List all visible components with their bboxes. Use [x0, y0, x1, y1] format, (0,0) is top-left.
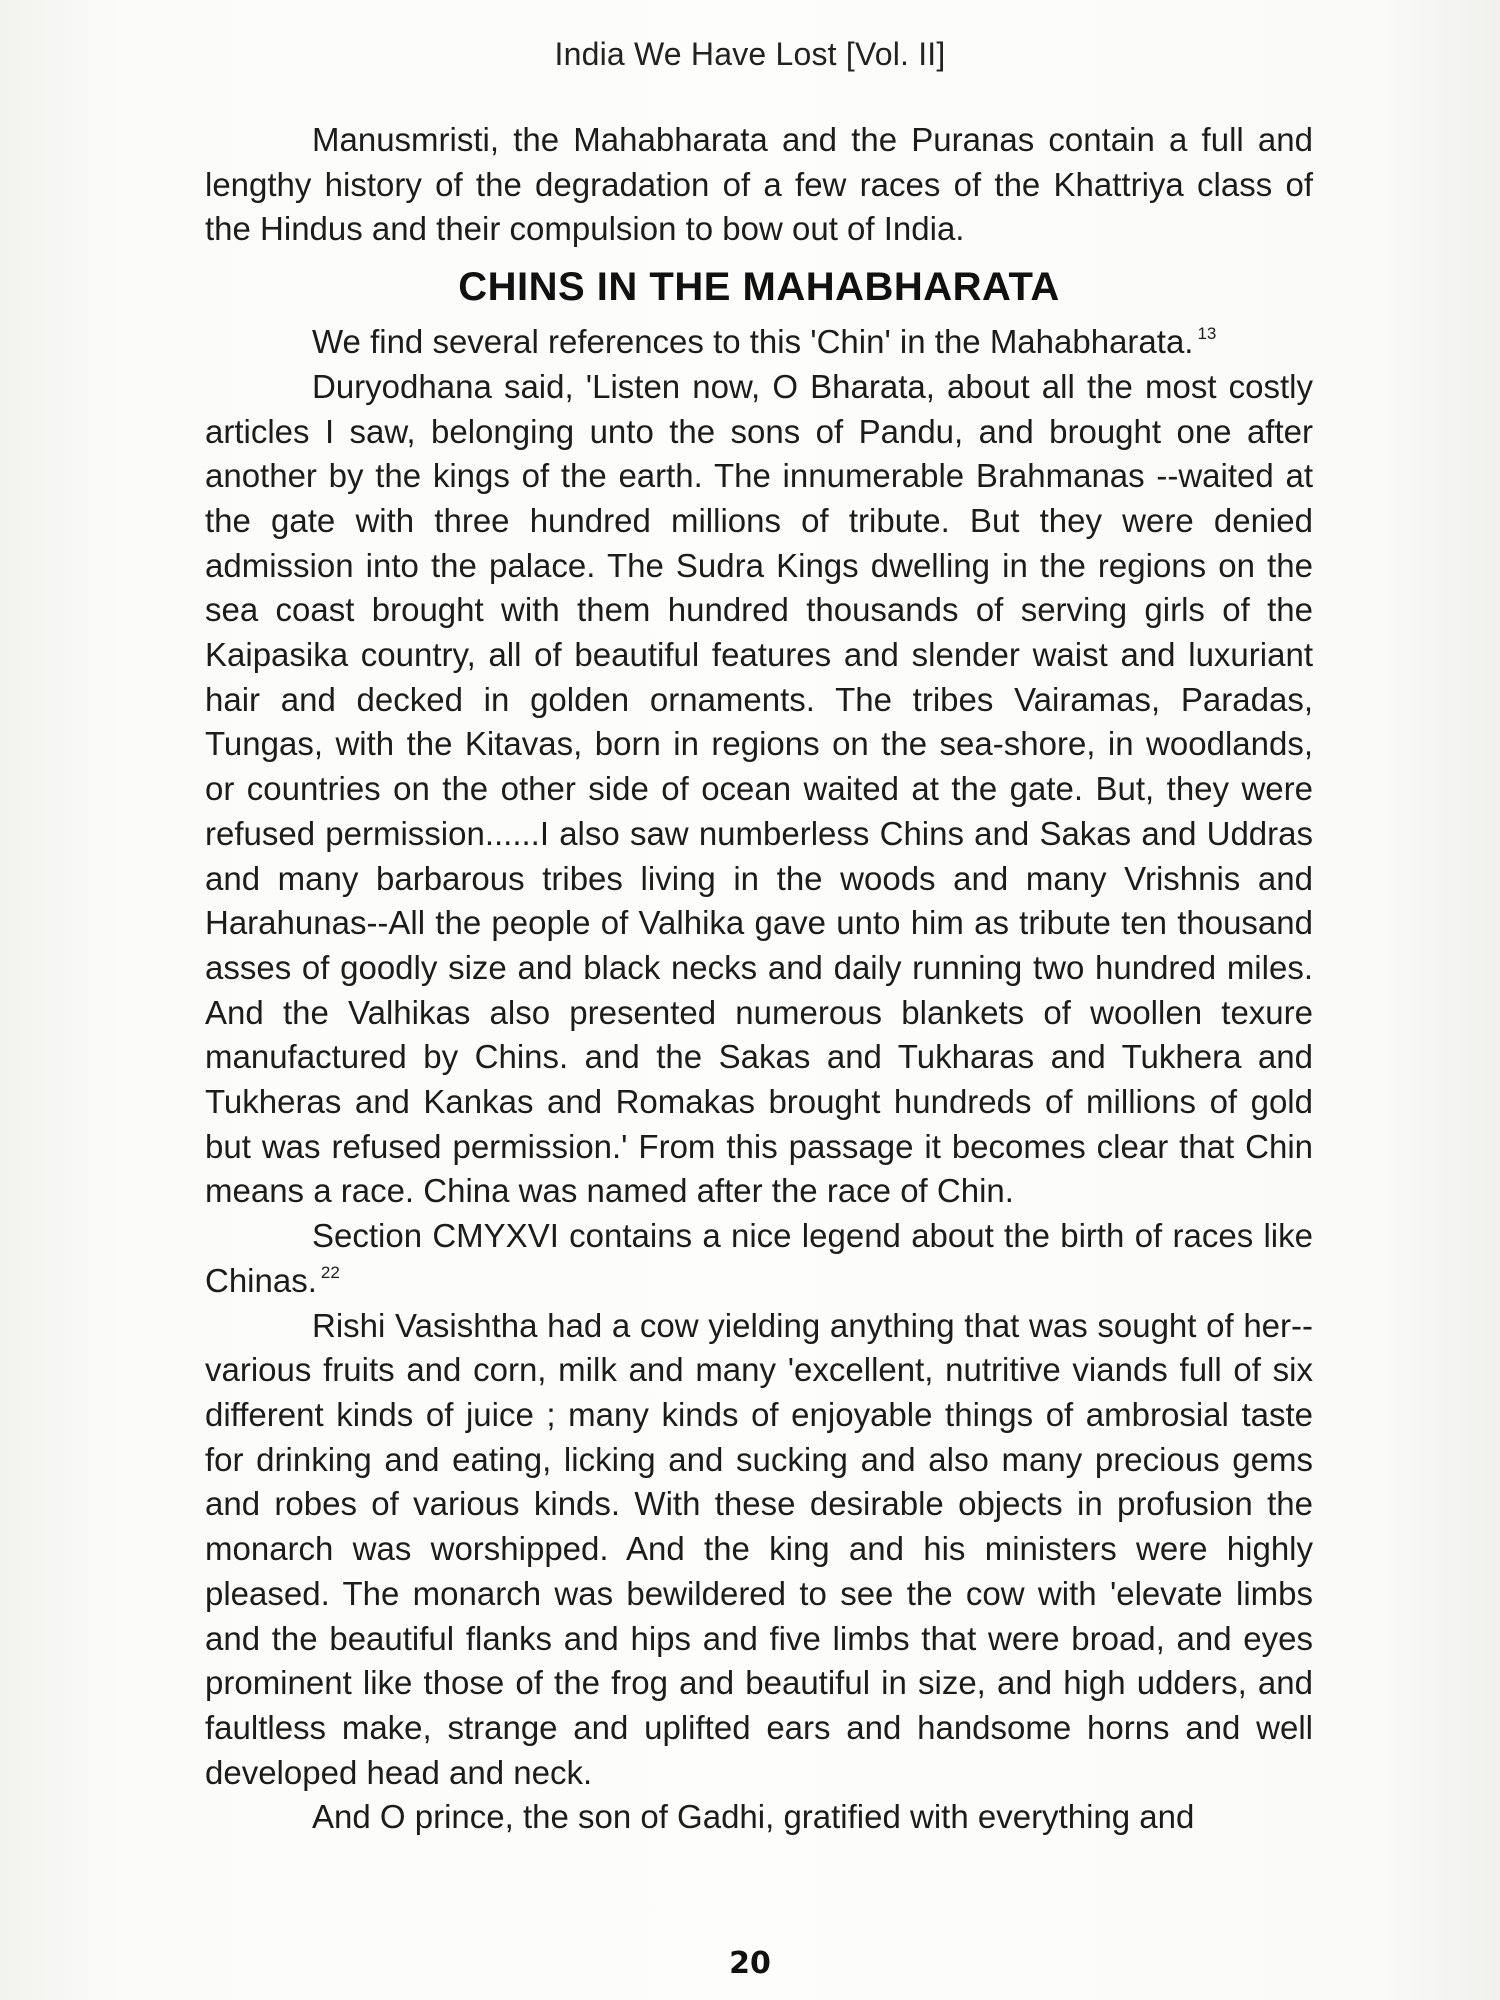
footnote-ref-22: 22 [320, 1262, 340, 1282]
footnote-ref-13: 13 [1197, 324, 1217, 344]
section-heading: CHINS IN THE MAHABHARATA [458, 265, 1060, 310]
paragraph-duryodhana: Duryodhana said, 'Listen now, O Bharata, about all the most costly articles I saw, belonging unto the sons of Pandu, and brought one after another by the kings of the earth. The innumerable Brahmanas --waited at the gate with three hundred millions of tribute. But they were denied admission into the palace. The Sudra Kings dwelling in the regions on the sea coast brought with them hundred thousands of serving girls of the Kaipasika country, all of beautiful features and slender waist and luxuriant hair and decked in golden ornaments. The tribes Vairamas, Paradas, Tungas, with the Kitavas, born in regions on the sea-shore, in woodlands, or countries on the other side of ocean waited at the gate. But, they were refused permission......I also saw numberless Chins and Sakas and Uddras and many barbarous tribes living in the woods and many Vrishnis and Harahunas--All the people of Valhika gave unto him as tribute ten thousand asses of goodly size and black necks and daily running two hundred miles. And the Valhikas also presented numerous blankets of woollen texure manufactured by Chins. and the Sakas and Tukharas and Tukhera and Tukheras and Kankas and Romakas brought hundreds of millions of gold but was refused permission.' From this passage it becomes clear that Chin means a race. China was named after the race of Chin. [205, 367, 1313, 1210]
paragraph-intro: Manusmristi, the Mahabharata and the Puranas contain a full and lengthy history of the degradation of a few races of the Khattriya class of the Hindus and their compulsion to bow out of India. [205, 121, 1313, 248]
running-head: India We Have Lost [Vol. II] [554, 36, 946, 72]
paragraph-references-text: We find several references to this 'Chin' in the Mahabharata. [312, 323, 1194, 361]
body-text [205, 118, 1313, 1840]
paragraph-rishi: Rishi Vasishtha had a cow yielding anything that was sought of her--various fruits and corn, milk and many 'excellent, nutritive viands full of six different kinds of juice ; many kinds of enjoyable things of ambrosial taste for drinking and eating, licking and sucking and also many precious gems and robes of various kinds. With these desirable objects in profusion the monarch was worshipped. And the king and his ministers were highly pleased. The monarch was bewildered to see the cow with 'elevate limbs and the beautiful flanks and hips and five limbs that were broad, and eyes prominent like those of the frog and beautiful in size, and high udders, and faultless make, strange and uplifted ears and handsome horns and well developed head and neck. [205, 1306, 1313, 1791]
paragraph-section [205, 1214, 1313, 1303]
paragraph-section-text: Section CMYXVI contains a nice legend about the birth of races like Chinas. [205, 1217, 1313, 1299]
page-number: 20 [729, 1946, 771, 1981]
paragraph-prince: And O prince, the son of Gadhi, gratified with everything and [312, 1798, 1195, 1836]
paragraph-references [205, 320, 1313, 365]
